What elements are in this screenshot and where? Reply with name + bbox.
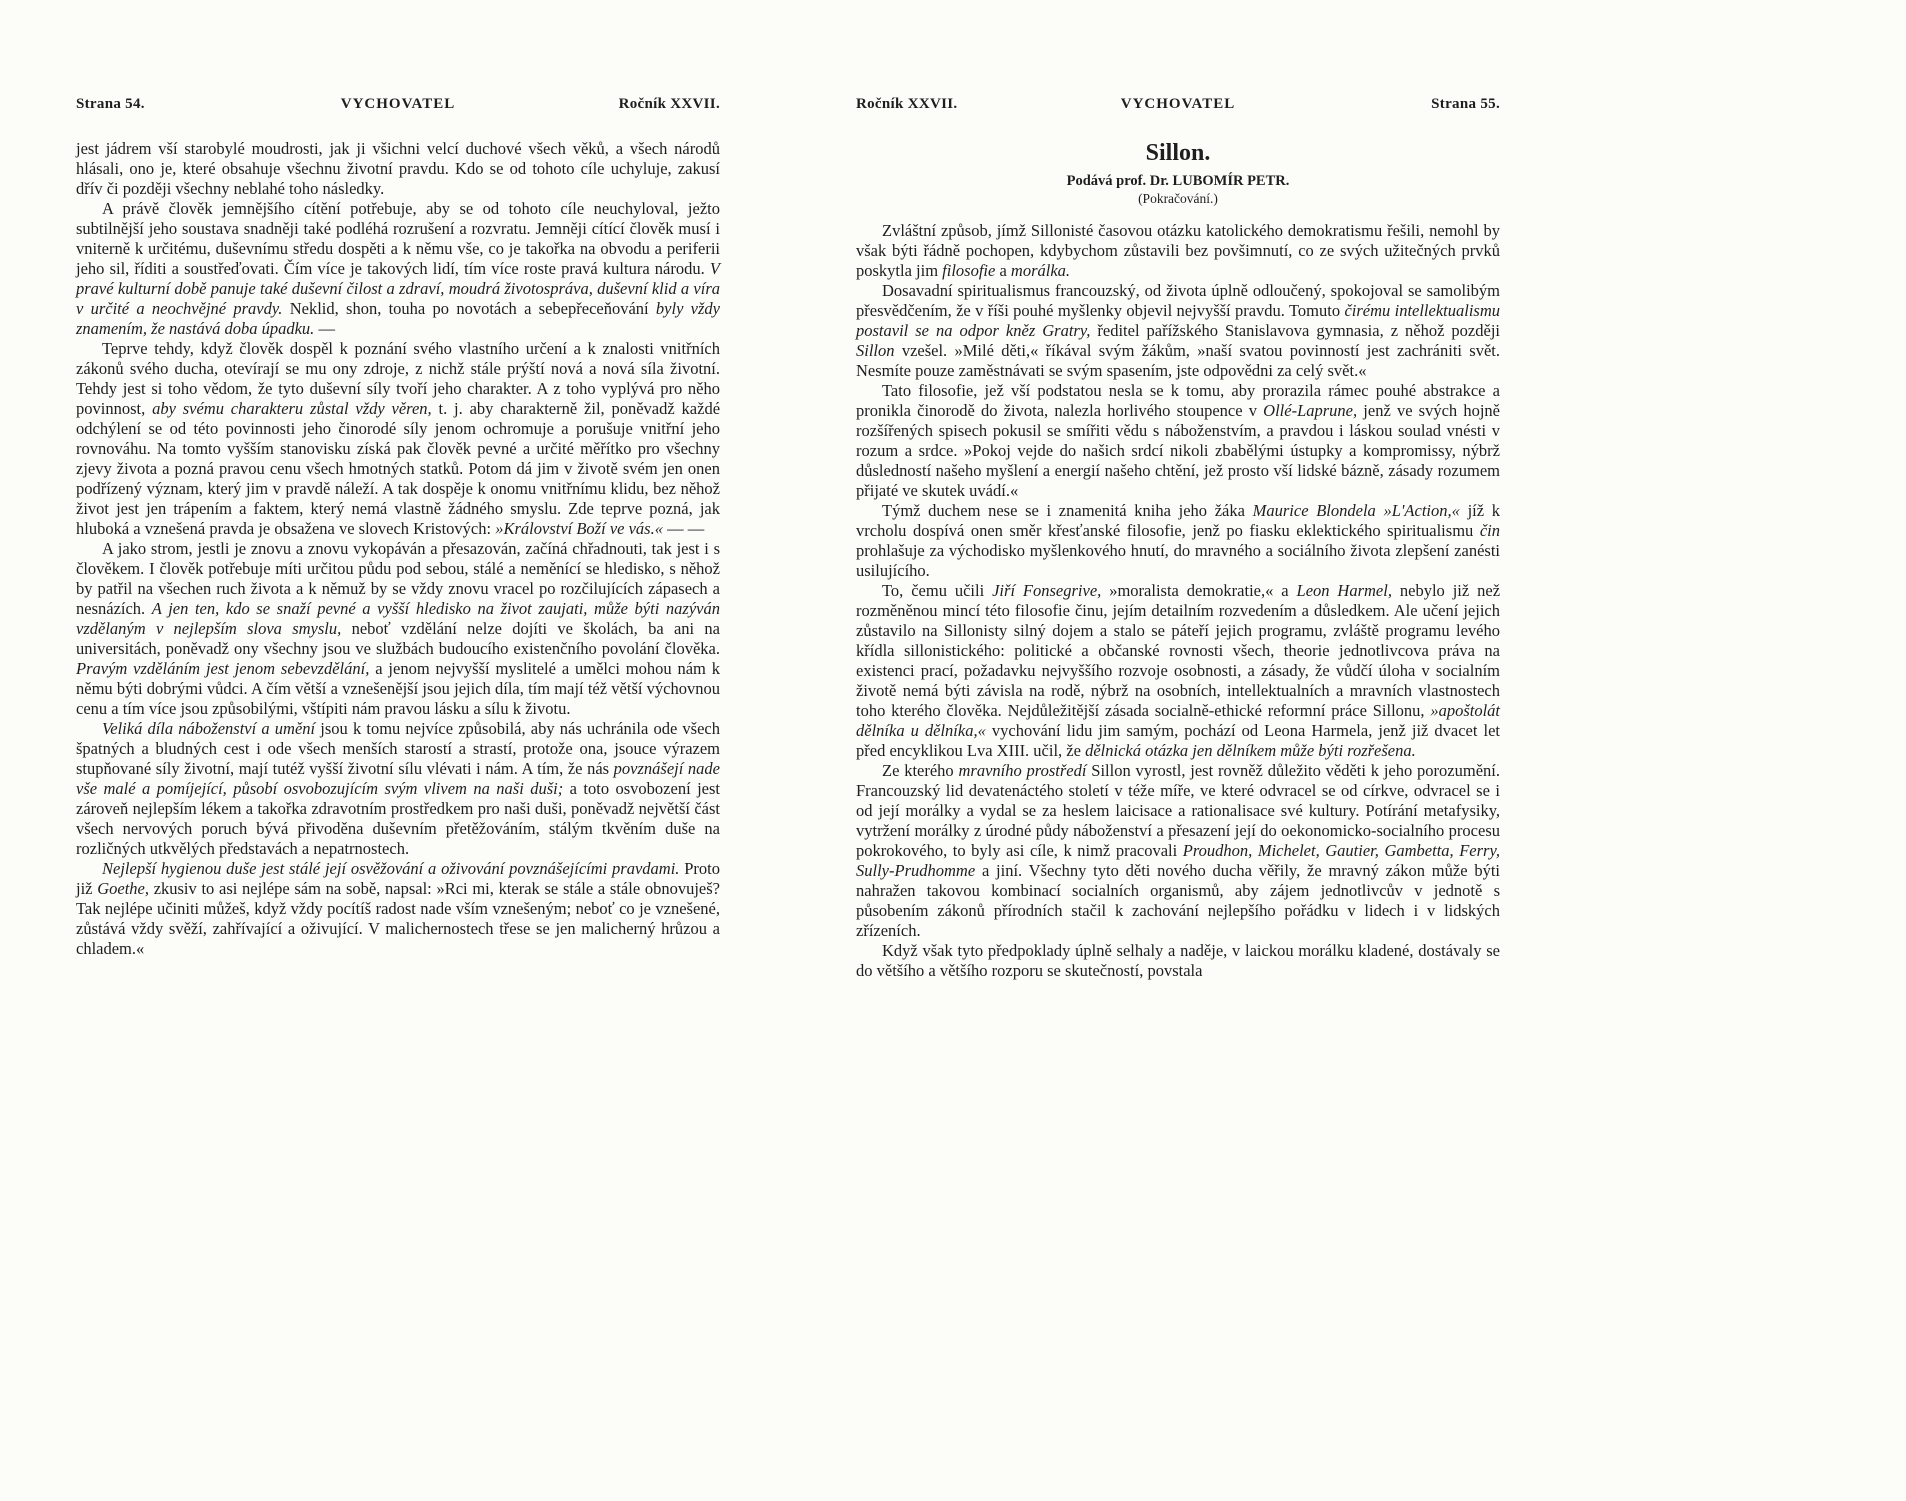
page-number-right: Strana 55.: [1431, 96, 1500, 112]
paragraph: jest jádrem vší starobylé moudrosti, jak ji všichni velcí duchové všech věků, a všech národů hlásali, ono je, které obsahuje všechnu životní pravdu. Kdo se od tohoto cíle uchyluje, zakusí dřív či později všechny neblahé toho následky.: [76, 139, 720, 198]
page-number-left: Strana 54.: [76, 96, 145, 112]
page-right-55: [856, 96, 1500, 981]
article-title: Sillon.: [1145, 140, 1211, 166]
page-54-header: [76, 96, 720, 113]
page-55-body: [856, 221, 1500, 981]
page-54-body: [76, 139, 720, 959]
paragraph: Týmž duchem nese se i znamenitá kniha jeho žáka Maurice Blondela »L'Action,« jíž k vrcholu dospívá onen směr křesťanské filosofie, jenž po fiasku eklektického spiritualismu čin prohlašuje za východisko myšlenkového hnutí, do mravného a sociálního života zlepšení zanésti usilujícího.: [856, 501, 1500, 580]
paragraph: Veliká díla náboženství a umění jsou k tomu nejvíce způsobilá, aby nás uchránila ode všech špatných a bludných cest i ode všech menších starostí a strastí, protože ona, jsouce výrazem stupňované síly životní, mají tutéž vyšší životní sílu vlévati i nám. A tím, že nás povznášejí nade vše malé a pomíjející, působí osvobozujícím svým vlivem na naši duši; a toto osvobození jest zároveň nejlepším lékem a takořka zdravotním prostředkem pro naši duši, poněvadž největší část všech nervových poruch bývá přivoděna duševním přetěžováním, stálým tkvěním duše na rozličných utkvělých představách a nepatrnostech.: [76, 719, 720, 858]
paragraph: A jako strom, jestli je znovu a znovu vykopáván a přesazován, začíná chřadnouti, tak jest i s člověkem. I člověk potřebuje míti určitou půdu pod sebou, stálé a neměnící se hledisko, s něhož by patřil na všechen ruch života a k němuž by se vždy znovu vracel po rozčilujících zápasech a nesnázích. A jen ten, kdo se snaží pevné a vyšší hledisko na život zaujati, může býti nazýván vzdělaným v nejlepším slova smyslu, neboť vzdělání nelze dojíti ve školách, ba ani na universitách, poněvadž ony všechny jsou ve službách budoucího existenčního povolání člověka. Pravým vzděláním jest jenom sebevzdělání, a jenom nejvyšší myslitelé a umělci mohou nám k němu býti dobrými vůdci. A čím větší a vznešenější jsou jejich díla, tím mají též větší výchovnou cenu a tím více jsou způsobilými, vštípiti nám pravou lásku a sílu k životu.: [76, 539, 720, 718]
journal-title-left: VYCHOVATEL: [340, 96, 456, 112]
journal-title-right: VYCHOVATEL: [1120, 96, 1236, 112]
paragraph: Dosavadní spiritualismus francouzský, od života úplně odloučený, spokojoval se samolibým přesvědčením, že v říši pouhé myšlenky objevil nejvyšší pravdu. Tomuto čirému intellektualismu postavil se na odpor kněz Gratry, ředitel pařížského Stanislavova gymnasia, z něhož později Sillon vzešel. »Milé děti,« říkával svým žákům, »naší svatou povinností jest zachrániti svět. Nesmíte pouze zaměstnávati se svým spasením, jste odpovědni za celý svět.«: [856, 281, 1501, 380]
paragraph: A právě člověk jemnějšího cítění potřebuje, aby se od tohoto cíle neuchyloval, ježto subtilnější jeho soustava snadněji také podléhá rozrušení a rozvratu. Jemněji cítící člověk musí i vniterně k určitému, duševnímu středu dospěti a k němu vše, co je takořka na obvodu a periferii jeho sil, říditi a soustřeďovati. Čím více je takových lidí, tím více roste pravá kultura národu. V pravé kulturní době panuje také duševní čilost a zdraví, moudrá životospráva, duševní klid a víra v určité a neochvějné pravdy. Neklid, shon, touha po novotách a sebepřeceňování byly vždy znamením, že nastává doba úpadku. —: [76, 199, 720, 338]
paragraph: Zvláštní způsob, jímž Sillonisté časovou otázku katolického demokratismu řešili, nemohl by však býti řádně pochopen, kdybychom zůstavili bez povšimnutí, co ze svých užitečných prvků poskytla jim filosofie a morálka.: [856, 221, 1500, 280]
paragraph: Ze kterého mravního prostředí Sillon vyrostl, jest rovněž důležito věděti k jeho porozumění. Francouzský lid devatenáctého století v téže míře, ve které odvracel se od církve, odvracel se i od její morálky a vydal se za heslem laicisace a rationalisace své kultury. Potírání metafysiky, vytržení morálky z úrodné půdy náboženství a přesazení její do oekonomicko-socialního procesu pokrokového, to byly asi cíle, k nimž pracovali Proudhon, Michelet, Gautier, Gambetta, Ferry, Sully-Prudhomme a jiní. Všechny tyto děti nového ducha věřily, že mravný zákon může býti nahražen takovou kombinací socialních organismů, aby zájem jednotlivcův v jednotě s působením zákonů přírodních stačil k zachování nejlepšího pořádku v lidech i v lidských zřízeních.: [856, 761, 1500, 940]
paragraph: Tato filosofie, jež vší podstatou nesla se k tomu, aby prorazila rámec pouhé abstrakce a pronikla činorodě do života, nalezla horlivého stoupence v Ollé-Laprune, jenž ve svých hojně rozšířených spisech pokusil se smířiti vědu s náboženstvím, a pravdou i láskou soulad vnésti v rozum a srdce. »Pokoj vejde do našich srdcí nikoli zbabělými ústupky a kompromissy, nýbrž důsledností našeho myšlení a energií našeho chtění, jež prosto vší lidské bázně, zásady rozumem přijaté ve skutek uvádí.«: [856, 381, 1501, 500]
paragraph: Nejlepší hygienou duše jest stálé její osvěžování a oživování povznášejícími pravdami. Proto již Goethe, zkusiv to asi nejlépe sám na sobě, napsal: »Rci mi, kterak se stále a stále obnovuješ? Tak nejlépe učiniti můžeš, když vždy pocítíš radost nade vším vznešeným; neboť co je vznešené, zůstává vždy svěží, zahřívající a oživující. V malichernostech třese se jen malicherný hrůzou a chladem.«: [76, 859, 720, 958]
page-55-header: [856, 96, 1500, 113]
paragraph: Teprve tehdy, když člověk dospěl k poznání svého vlastního určení a k znalosti vnitřních zákonů svého ducha, otevírají se mu ony zdroje, z nichž stále prýští nová a nová síla životní. Tehdy jest si toho vědom, že tyto duševní síly tvoří jeho charakter. A z toho vyplývá pro něho povinnost, aby svému charakteru zůstal vždy věren, t. j. aby charakterně žil, poněvadž každé odchýlení se od této povinnosti jeho činorodé síly jenom ochromuje a porušuje vnitřní jeho rovnováhu. Na tomto vyšším stanovisku získá pak člověk pevné a určité měřítko pro všechny zjevy života a pozná pravou cenu všech hmotných statků. Potom dá jim v životě svém jen onen podřízený význam, který jim v pravdě náleží. A tak dospěje k onomu vnitřnímu klidu, bez něhož život jest jen trápením a faktem, který nemá vlastně žádného smyslu. Zde teprve pozná, jak hluboká a vznešená pravda je obsažena ve slovech Kristových: »Království Boží ve vás.« — —: [76, 339, 721, 538]
article-head: [856, 139, 1500, 207]
paragraph: To, čemu učili Jiří Fonsegrive, »moralista demokratie,« a Leon Harmel, nebylo již než rozměněnou mincí této filosofie činu, jejím detailním rozvedením a důsledkem. Ale učení jejich zůstavilo na Sillonisty silný dojem a stalo se páteří jejich programu, zvláště programu levého křídla sillonistického: politické a občanské rovnosti všech, theorie jednotlivcova práva na existenci prací, požadavku nejvyššího rozvoje osobnosti, a zásady, že vůdčí úloha v socialním životě nemá býti závisla na rodě, nýbrž na osobních, intellektualních a mravních vlastnostech toho kterého člověka. Nejdůležitější zásada socialně-ethické reformní práce Sillonu, »apoštolát dělníka u dělníka,« vychování lidu jim samým, pochází od Leona Harmela, jenž již dvacet let před encyklikou Lva XIII. učil, že dělnická otázka jen dělníkem může býti rozřešena.: [856, 581, 1501, 760]
article-continuation-note: (Pokračování.): [1138, 191, 1218, 206]
volume-label-left: Ročník XXVII.: [618, 96, 720, 112]
paragraph: Když však tyto předpoklady úplně selhaly a naděje, v laickou morálku kladené, dostávaly se do většího a většího rozporu se skutečností, povstala: [856, 941, 1500, 980]
volume-label-right: Ročník XXVII.: [856, 96, 958, 112]
article-byline: Podává prof. Dr. LUBOMÍR PETR.: [1066, 173, 1290, 189]
page-left-54: [76, 96, 720, 959]
